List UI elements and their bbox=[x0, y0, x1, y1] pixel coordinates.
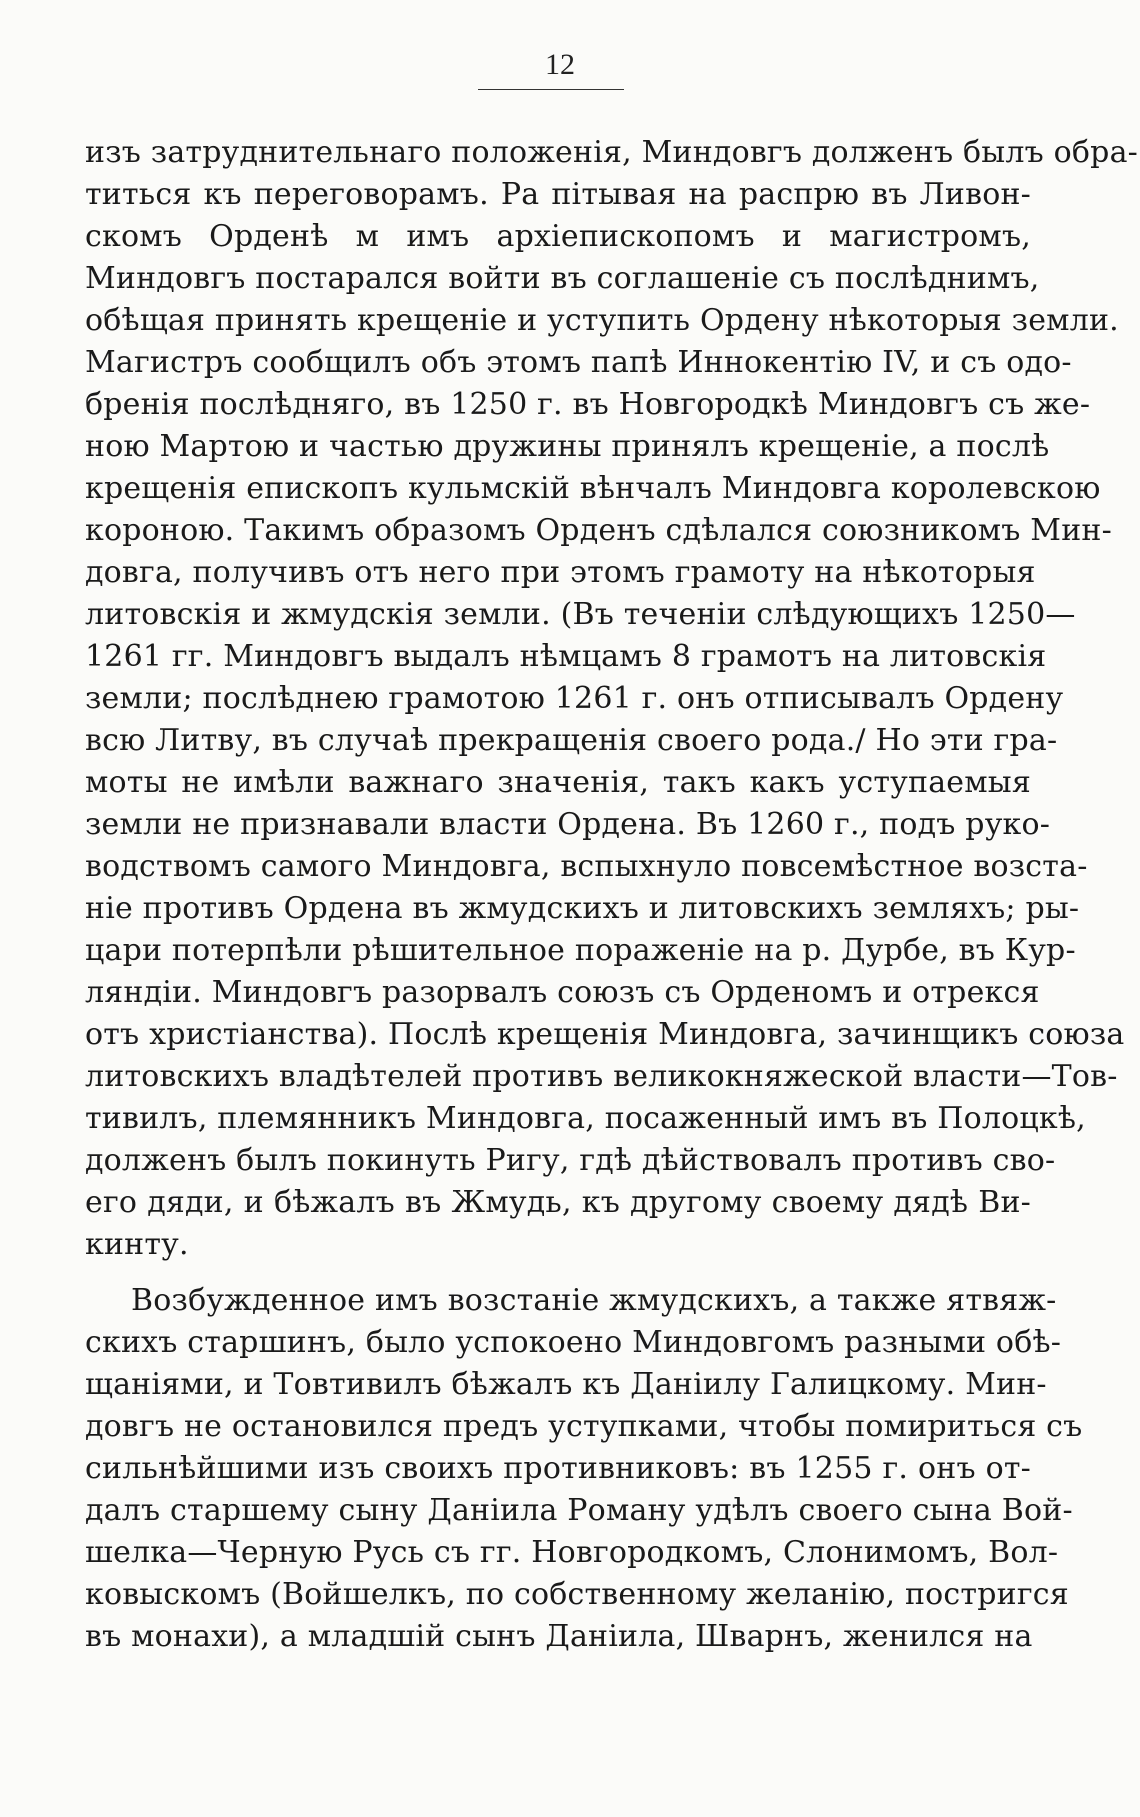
text-line: литовскихъ владѣтелей противъ великокняжеской власти—Тов- bbox=[85, 1059, 1118, 1094]
text-line: короною. Такимъ образомъ Орденъ сдѣлался союзникомъ Мин- bbox=[85, 513, 1112, 548]
text-line: 1261 гг. Миндовгъ выдалъ нѣмцамъ 8 грамотъ на литовскія bbox=[85, 639, 1047, 674]
text-line: моты не имѣли важнаго значенія, такъ какъ уступаемыя bbox=[85, 765, 1031, 800]
paragraph-1 bbox=[85, 132, 1138, 1266]
text-line: далъ старшему сыну Даніила Роману удѣлъ своего сына Вой- bbox=[85, 1493, 1073, 1528]
paragraph-gap bbox=[85, 1266, 1031, 1280]
text-line: водствомъ самого Миндовга, вспыхнуло повсемѣстное возста- bbox=[85, 849, 1088, 884]
text-line: земли не признавали власти Ордена. Въ 1260 г., подъ руко- bbox=[85, 807, 1051, 842]
text-line: скихъ старшинъ, было успокоено Миндовгомъ разными обѣ- bbox=[85, 1325, 1062, 1360]
header-rule bbox=[478, 89, 624, 90]
text-line: тивилъ, племянникъ Миндовга, посаженный имъ въ Полоцкѣ, bbox=[85, 1101, 1086, 1136]
text-line: земли; послѣднею грамотою 1261 г. онъ отписывалъ Ордену bbox=[85, 681, 1064, 716]
page-number: 12 bbox=[545, 48, 575, 81]
text-line: отъ христіанства). Послѣ крещенія Миндовга, зачинщикъ союза bbox=[85, 1017, 1125, 1052]
text-line: ніе противъ Ордена въ жмудскихъ и литовскихъ земляхъ; ры- bbox=[85, 891, 1080, 926]
paragraph-2 bbox=[85, 1280, 1083, 1658]
text-line: довгъ не остановился предъ уступками, чтобы помириться съ bbox=[85, 1409, 1083, 1444]
text-line: крещенія епископъ кульмскій вѣнчалъ Миндовга королевскою bbox=[85, 471, 1101, 506]
text-line: ною Мартою и частью дружины принялъ крещеніе, а послѣ bbox=[85, 429, 1050, 464]
text-line: Миндовгъ постарался войти въ соглашеніе съ послѣднимъ, bbox=[85, 261, 1040, 296]
text-line: щаніями, и Товтивилъ бѣжалъ къ Даніилу Галицкому. Мин- bbox=[85, 1367, 1047, 1402]
text-line: Магистръ сообщилъ объ этомъ папѣ Иннокентію IV, и съ одо- bbox=[85, 345, 1072, 380]
body-text bbox=[85, 132, 1138, 1658]
text-line: ковыскомъ (Войшелкъ, по собственному желанію, постригся bbox=[85, 1577, 1069, 1612]
text-line: его дяди, и бѣжалъ въ Жмудь, къ другому своему дядѣ Ви- bbox=[85, 1185, 1031, 1220]
text-line: сильнѣйшими изъ своихъ противниковъ: въ 1255 г. онъ от- bbox=[85, 1451, 1031, 1486]
text-line: долженъ былъ покинуть Ригу, гдѣ дѣйствовалъ противъ сво- bbox=[85, 1143, 1056, 1178]
text-line: изъ затруднительнаго положенія, Миндовгъ долженъ былъ обра- bbox=[85, 135, 1138, 170]
text-line: титься къ переговорамъ. Ра пітывая на распрю въ Ливон- bbox=[85, 177, 1031, 212]
text-line: литовскія и жмудскія земли. (Въ теченіи слѣдующихъ 1250— bbox=[85, 597, 1076, 632]
text-line: Возбужденное имъ возстаніе жмудскихъ, а также ятвяж- bbox=[131, 1283, 1057, 1318]
text-line: обѣщая принять крещеніе и уступить Ордену нѣкоторыя земли. bbox=[85, 303, 1119, 338]
text-line: въ монахи), а младшій сынъ Даніила, Шварнъ, женился на bbox=[85, 1619, 1033, 1654]
text-line: ляндіи. Миндовгъ разорвалъ союзъ съ Орденомъ и отрекся bbox=[85, 975, 1040, 1010]
text-line: всю Литву, въ случаѣ прекращенія своего рода./ Но эти гра- bbox=[85, 723, 1058, 758]
text-line: бренія послѣдняго, въ 1250 г. въ Новгородкѣ Миндовгъ съ же- bbox=[85, 387, 1091, 422]
text-line: кинту. bbox=[85, 1227, 189, 1262]
text-line: цари потерпѣли рѣшительное пораженіе на р. Дурбе, въ Кур- bbox=[85, 933, 1076, 968]
text-line: шелка—Черную Русь съ гг. Новгородкомъ, Слонимомъ, Вол- bbox=[85, 1535, 1059, 1570]
text-line: довга, получивъ отъ него при этомъ грамоту на нѣкоторыя bbox=[85, 555, 1036, 590]
text-line: скомъ Орденѣ м имъ архіепископомъ и магистромъ, bbox=[85, 219, 1031, 254]
